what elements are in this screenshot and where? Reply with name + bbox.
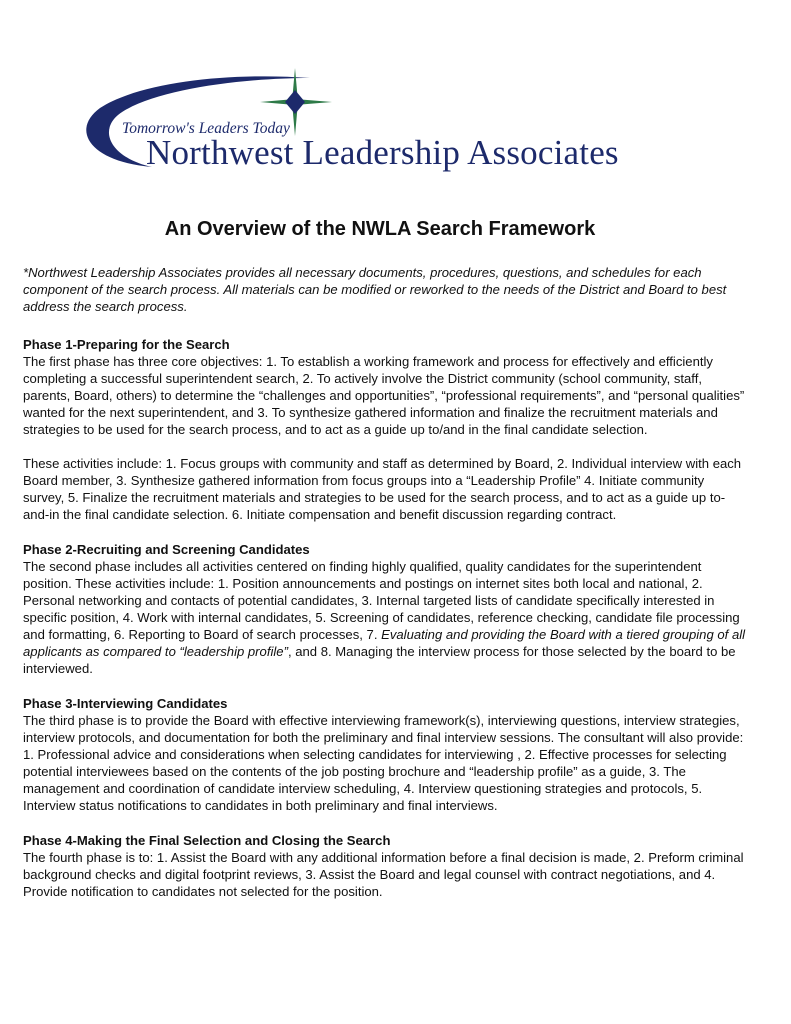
phase-1-activities: These activities include: 1. Focus groups with community and staff as determined by Board, 2. Individual interview with each Board member, 3. Synthesize gathered information from focus groups into a “Leadership Profile” 4. Initiate community survey, 5. Finalize the recruitment materials and strategies to be used for the search process, and to act as a guide up to-and-in the final candidate selection. 6. Initiate compensation and benefit discussion regarding contract. (23, 456, 742, 522)
phase-1-section (23, 336, 748, 523)
document-title: An Overview of the NWLA Search Framework (164, 218, 596, 240)
logo (60, 60, 700, 190)
org-name: Northwest Leadership Associates (146, 133, 619, 172)
phase-3-section (23, 695, 748, 814)
phase-1-heading: Phase 1-Preparing for the Search (23, 337, 230, 352)
phase-2-section (23, 541, 748, 677)
phase-1-objectives: The first phase has three core objectives: 1. To establish a working framework and process for effectively and efficiently completing a successful superintendent search, 2. To actively involve the District community (school community, staff, parents, Board, others) to determine the “challenges and opportunities”, “professional requirements”, and “personal qualities” wanted for the next superintendent, and 3. To synthesize gathered information and finalize the recruitment materials and strategies to be used for the search process, and to act as a guide up to/and in the final candidate selection. (23, 354, 745, 437)
phase-2-text: The second phase includes all activities centered on finding highly qualified, quality candidates for the superintendent position. These activities include: 1. Position announcements and postings on internet sites both local and national, 2. Personal networking and contacts of potential candidates, 3. Internal targeted lists of candidate specifically interested in specific position, 4. Work with internal candidates, 5. Screening of candidates, reference checking, candidate file processing and formatting, 6. Reporting to Board of search processes, 7. (23, 559, 740, 642)
intro-note: *Northwest Leadership Associates provides all necessary documents, procedures, questions, and schedules for each component of the search process. All materials can be modified or reworked to the needs of the District and Board to best address the search process. (23, 265, 727, 314)
phase-2-description (23, 558, 748, 677)
phase-4-heading: Phase 4-Making the Final Selection and Closing the Search (23, 833, 391, 848)
phase-2-heading: Phase 2-Recruiting and Screening Candidates (23, 542, 310, 557)
phase-4-description: The fourth phase is to: 1. Assist the Board with any additional information before a final decision is made, 2. Preform criminal background checks and digital footprint reviews, 3. Assist the Board and legal counsel with contract negotiations, and 4. Provide notification to candidates not selected for the position. (23, 850, 744, 899)
tagline: Tomorrow's Leaders Today (122, 120, 290, 137)
document-body (23, 264, 748, 918)
phase-3-heading: Phase 3-Interviewing Candidates (23, 696, 228, 711)
phase-3-description: The third phase is to provide the Board with effective interviewing framework(s), interviewing questions, interview strategies, interview protocols, and documentation for both the preliminary and final interview sessions. The consultant will also provide: 1. Professional advice and considerations when selecting candidates for interviewing , 2. Effective processes for selecting potential interviewees based on the contents of the job posting brochure and “leadership profile” as a guide, 3. The management and coordination of candidate interview scheduling, 4. Interview questioning strategies and protocols, 5. Interview status notifications to candidates in both preliminary and final interviews. (23, 713, 744, 813)
phase-2-text-tail: , and 8. Managing the interview process for those selected by the board to be interviewed. (23, 644, 736, 676)
phase-4-section (23, 832, 748, 900)
phase-2-italic-text: Evaluating and providing the Board with a tiered grouping of all applicants as compared to “leadership profile” (23, 627, 746, 659)
